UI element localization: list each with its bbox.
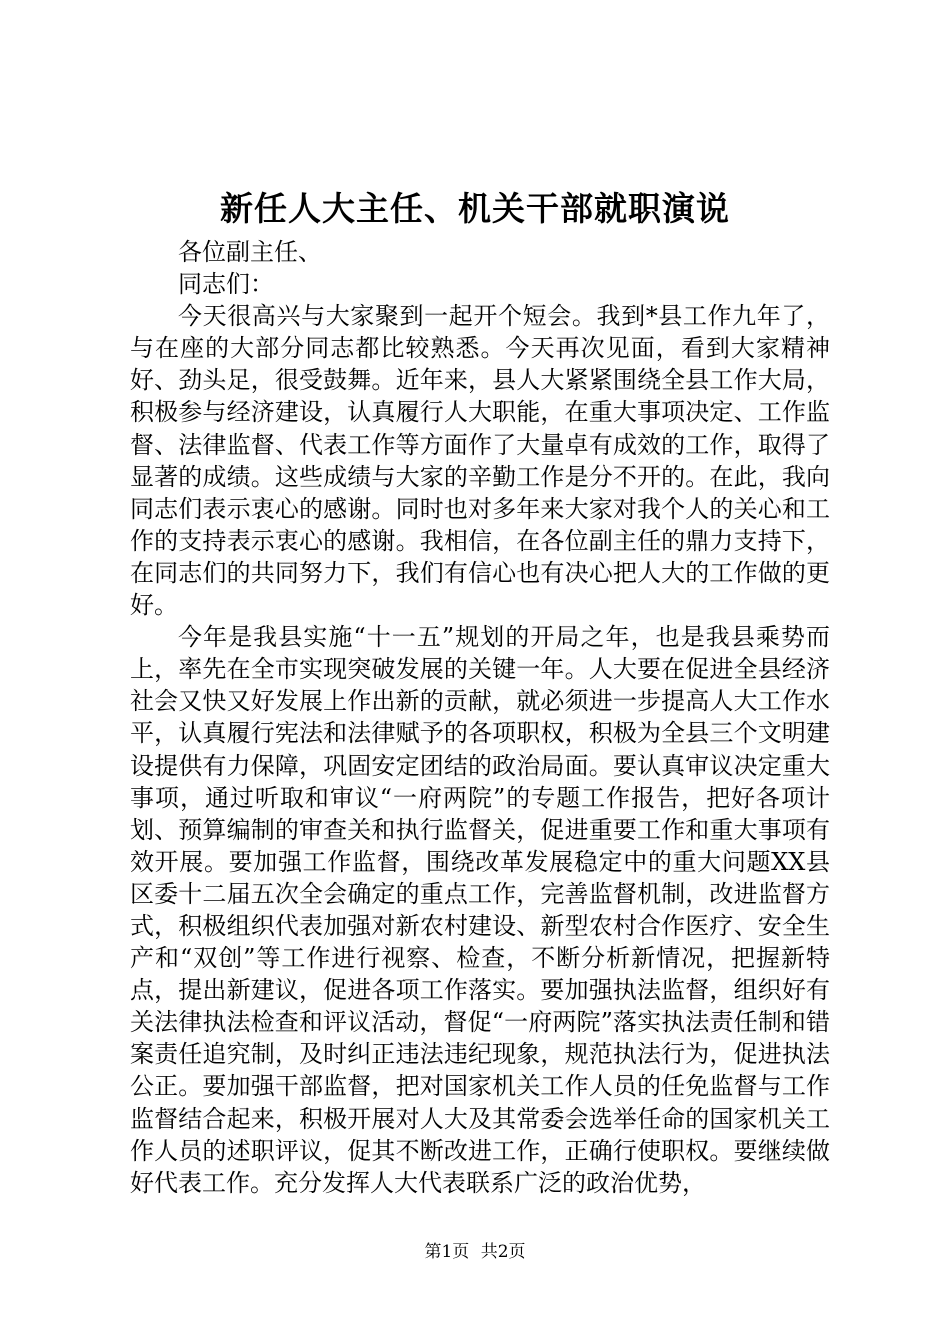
body-paragraph: 今天很高兴与大家聚到一起开个短会。我到*县工作九年了，与在座的大部分同志都比较熟悉。今天再次见面，看到大家精神好、劲头足，很受鼓舞。近年来，县人大紧紧围绕全县工作大局，积极参与经济建设，认真履行人大职能，在重大事项决定、工作监督、法律监督、代表工作等方面作了大量卓有成效的工作，取得了显著的成绩。这些成绩与大家的辛勤工作是分不开的。在此，我向同志们表示衷心的感谢。同时也对多年来大家对我个人的关心和工作的支持表示衷心的感谢。我相信，在各位副主任的鼎力支持下，在同志们的共同努力下，我们有信心也有决心把人大的工作做的更好。	[130, 302, 830, 620]
page-footer	[0, 1240, 950, 1264]
salutation-line: 同志们：	[178, 270, 274, 299]
salutation-line: 各位副主任、	[178, 238, 322, 266]
page-number: 第1页	[424, 1242, 470, 1262]
body-paragraph: 今年是我县实施“十一五”规划的开局之年，也是我县乘势而上，率先在全市实现突破发展的关键一年。人大要在促进全县经济社会又快又好发展上作出新的贡献，就必须进一步提高人大工作水平，认真履行宪法和法律赋予的各项职权，积极为全县三个文明建设提供有力保障，巩固安定团结的政治局面。要认真审议决定重大事项，通过听取和审议“一府两院”的专题工作报告，把好各项计划、预算编制的审查关和执行监督关，促进重要工作和重大事项有效开展。要加强工作监督，围绕改革发展稳定中的重大问题XX县区委十二届五次全会确定的重点工作，完善监督机制，改进监督方式，积极组织代表加强对新农村建设、新型农村合作医疗、安全生产和“双创”等工作进行视察、检查，不断分析新情况，把握新特点，提出新建议，促进各项工作落实。要加强执法监督，组织好有关法律执法检查和评议活动，督促“一府两院”落实执法责任制和错案责任追究制，及时纠正违法违纪现象，规范执法行为，促进执法公正。要加强干部监督，把对国家机关工作人员的任免监督与工作监督结合起来，积极开展对人大及其常委会选举任命的国家机关工作人员的述职评议，促其不断改进工作，正确行使职权。要继续做好代表工作。充分发挥人大代表联系广泛的政治优势，	[130, 623, 830, 1197]
page-total: 共2页	[480, 1242, 526, 1262]
document-body	[130, 236, 830, 1199]
page-title: 新任人大主任、机关干部就职演说	[220, 189, 730, 228]
